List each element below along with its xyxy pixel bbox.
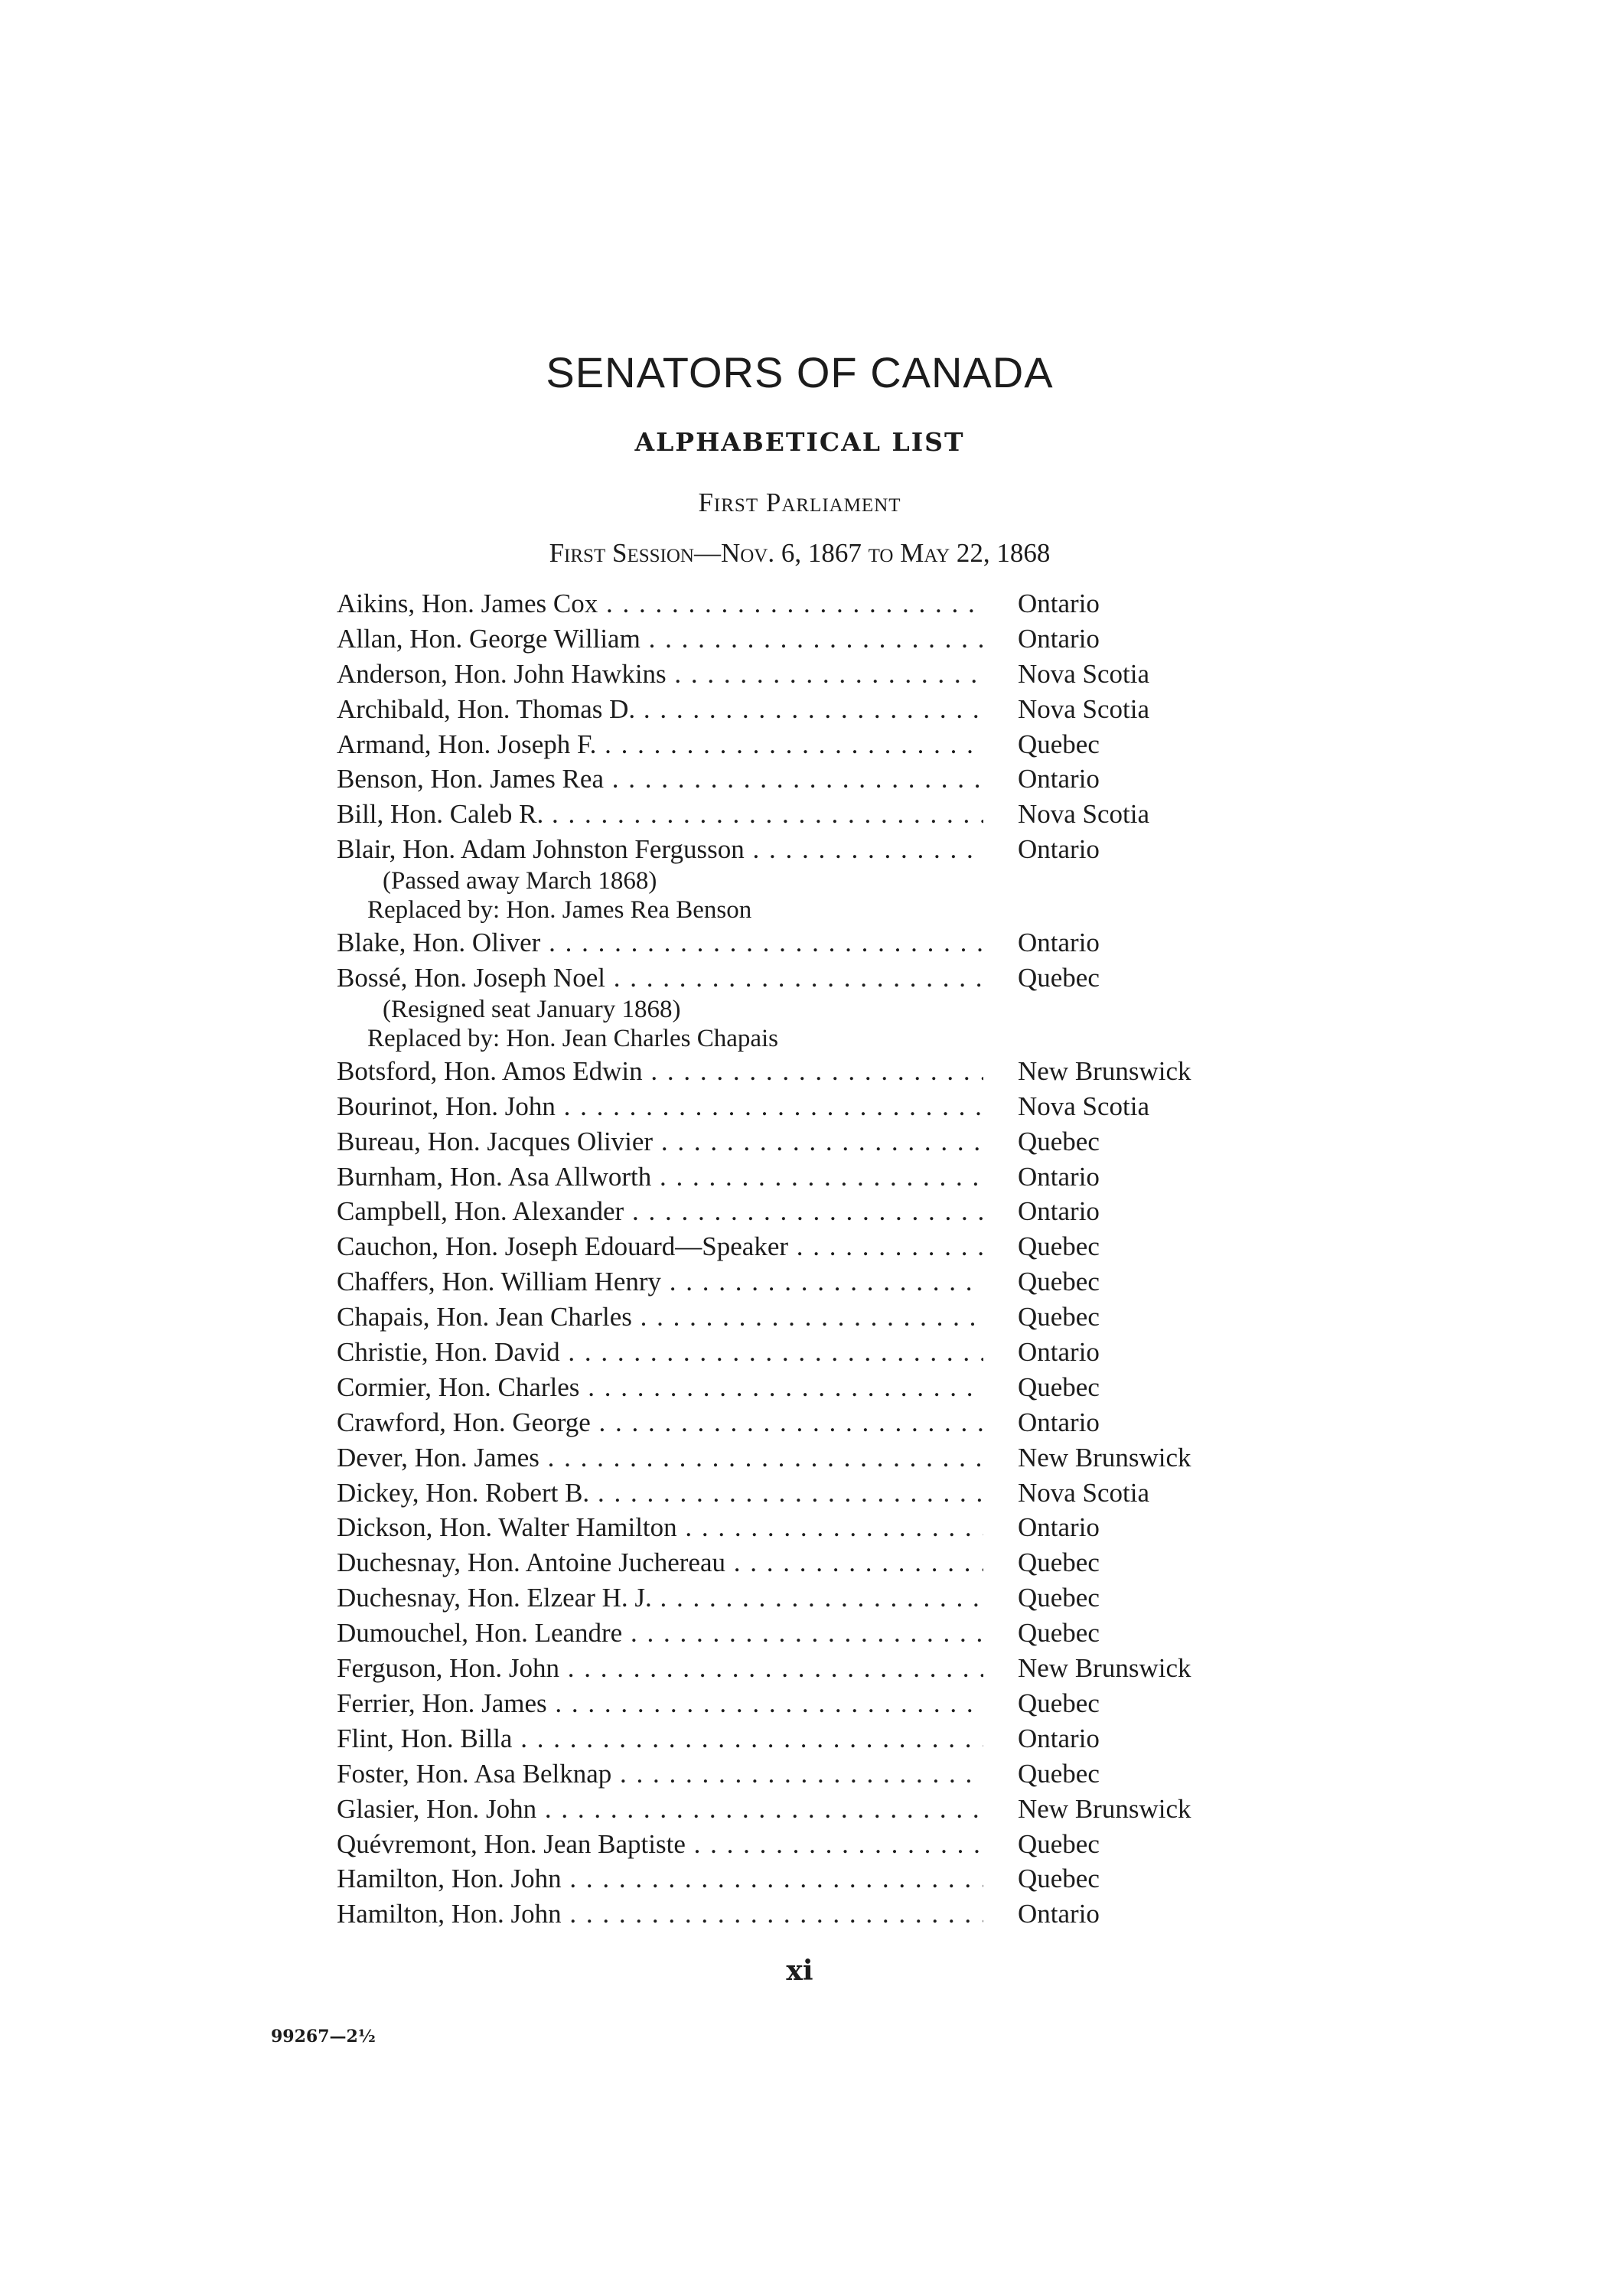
senator-name: Benson, Hon. James Rea . . . bbox=[337, 762, 983, 797]
senator-province: Ontario bbox=[1018, 1723, 1100, 1753]
senator-province: New Brunswick bbox=[1018, 1055, 1191, 1086]
senator-replacement: Replaced by: Hon. James Rea Benson bbox=[367, 896, 752, 925]
senator-name: Blair, Hon. Adam Johnston Fergusson . . . bbox=[337, 832, 983, 867]
senator-entry bbox=[337, 1124, 1309, 1159]
senator-name: Christie, Hon. David . . . bbox=[337, 1335, 983, 1370]
senator-name: Ferguson, Hon. John . . . bbox=[337, 1651, 983, 1686]
senator-entry bbox=[337, 1616, 1309, 1651]
parliament-heading: First Parliament bbox=[698, 488, 901, 517]
senator-entry bbox=[337, 1194, 1309, 1229]
senator-province: Ontario bbox=[1018, 1337, 1100, 1368]
senator-name: Armand, Hon. Joseph F. . . . bbox=[337, 727, 983, 762]
senator-entry bbox=[337, 1861, 1309, 1896]
senator-name: Archibald, Hon. Thomas D. . . . bbox=[337, 692, 983, 727]
senator-province: Ontario bbox=[1018, 928, 1100, 958]
senator-entry bbox=[337, 797, 1309, 832]
senator-name: Bourinot, Hon. John . . . bbox=[337, 1089, 983, 1124]
page-number: xi bbox=[786, 1955, 813, 1987]
senator-entry bbox=[337, 960, 1309, 996]
senator-entry bbox=[337, 1089, 1309, 1124]
senator-province: Quebec bbox=[1018, 1267, 1100, 1297]
print-code: 99267—2½ bbox=[271, 2027, 376, 2047]
senator-name: Bureau, Hon. Jacques Olivier . . . bbox=[337, 1124, 983, 1159]
senator-entry bbox=[337, 727, 1309, 762]
session-heading: First Session—Nov. 6, 1867 to May 22, 1868 bbox=[549, 538, 1051, 568]
senator-entry bbox=[337, 1370, 1309, 1405]
senator-name: Campbell, Hon. Alexander . . . bbox=[337, 1194, 983, 1229]
senator-province: Quebec bbox=[1018, 1583, 1100, 1613]
senator-province: Quebec bbox=[1018, 729, 1100, 759]
senator-province: Ontario bbox=[1018, 1161, 1100, 1192]
senator-entry bbox=[337, 1580, 1309, 1616]
senator-name: Dever, Hon. James . . . bbox=[337, 1440, 983, 1476]
senator-name: Dickey, Hon. Robert B. . . . bbox=[337, 1476, 983, 1511]
senator-province: Quebec bbox=[1018, 963, 1100, 993]
senator-name: Quévremont, Hon. Jean Baptiste . . . bbox=[337, 1827, 983, 1862]
senator-name: Duchesnay, Hon. Elzear H. J. . . . bbox=[337, 1580, 983, 1616]
senator-entry bbox=[337, 1159, 1309, 1195]
senator-name: Chaffers, Hon. William Henry . . . bbox=[337, 1264, 983, 1300]
senator-province: New Brunswick bbox=[1018, 1442, 1191, 1473]
senator-name: Foster, Hon. Asa Belknap . . . bbox=[337, 1756, 983, 1792]
senator-name: Dumouchel, Hon. Leandre . . . bbox=[337, 1616, 983, 1651]
senator-note: (Resigned seat January 1868) bbox=[383, 995, 681, 1023]
senator-entry bbox=[337, 1792, 1309, 1827]
senator-name: Ferrier, Hon. James . . . bbox=[337, 1686, 983, 1721]
senator-entry bbox=[337, 1440, 1309, 1476]
senator-name: Cormier, Hon. Charles . . . bbox=[337, 1370, 983, 1405]
page-title: SENATORS OF CANADA bbox=[546, 348, 1054, 396]
senator-entry bbox=[337, 1300, 1309, 1335]
senator-entry bbox=[337, 1651, 1309, 1686]
senator-name: Chapais, Hon. Jean Charles . . . bbox=[337, 1300, 983, 1335]
senator-entry bbox=[337, 1335, 1309, 1370]
senator-province: Quebec bbox=[1018, 1688, 1100, 1718]
senator-province: Nova Scotia bbox=[1018, 1477, 1150, 1508]
senator-entry bbox=[337, 621, 1309, 657]
senator-name: Aikins, Hon. James Cox . . . bbox=[337, 586, 983, 621]
senator-name: Hamilton, Hon. John . . . bbox=[337, 1861, 983, 1896]
senator-name: Cauchon, Hon. Joseph Edouard—Speaker . . . bbox=[337, 1229, 983, 1264]
senator-province: Quebec bbox=[1018, 1126, 1100, 1156]
senator-entry bbox=[337, 925, 1309, 960]
senator-province: New Brunswick bbox=[1018, 1793, 1191, 1824]
senator-province: Quebec bbox=[1018, 1371, 1100, 1402]
senator-province: Nova Scotia bbox=[1018, 693, 1150, 724]
senator-province: Ontario bbox=[1018, 1899, 1100, 1929]
senator-province: Quebec bbox=[1018, 1302, 1100, 1332]
senator-name: Crawford, Hon. George . . . bbox=[337, 1405, 983, 1440]
senator-province: Quebec bbox=[1018, 1231, 1100, 1262]
senator-entry bbox=[337, 586, 1309, 621]
senator-entry bbox=[337, 1510, 1309, 1545]
senator-note: (Passed away March 1868) bbox=[383, 867, 657, 895]
senator-entry bbox=[337, 762, 1309, 797]
senator-name: Botsford, Hon. Amos Edwin . . . bbox=[337, 1054, 983, 1089]
senator-name: Duchesnay, Hon. Antoine Juchereau . . . bbox=[337, 1545, 983, 1580]
senator-province: Ontario bbox=[1018, 834, 1100, 865]
senator-name: Bill, Hon. Caleb R. . . . bbox=[337, 797, 983, 832]
senator-name: Hamilton, Hon. John . . . bbox=[337, 1896, 983, 1932]
senator-name: Flint, Hon. Billa . . . bbox=[337, 1721, 983, 1756]
senator-province: Quebec bbox=[1018, 1864, 1100, 1894]
senator-province: Ontario bbox=[1018, 1512, 1100, 1543]
senator-entry bbox=[337, 1686, 1309, 1721]
senator-entry bbox=[337, 1264, 1309, 1300]
senator-province: Ontario bbox=[1018, 1407, 1100, 1437]
senator-province: Ontario bbox=[1018, 1196, 1100, 1227]
senator-province: Quebec bbox=[1018, 1758, 1100, 1789]
page-subtitle: ALPHABETICAL LIST bbox=[634, 427, 965, 457]
senator-name: Allan, Hon. George William . . . bbox=[337, 621, 983, 657]
senator-province: Ontario bbox=[1018, 623, 1100, 654]
senator-name: Dickson, Hon. Walter Hamilton . . . bbox=[337, 1510, 983, 1545]
senator-entry bbox=[337, 1756, 1309, 1792]
senator-province: Quebec bbox=[1018, 1828, 1100, 1859]
senator-entry bbox=[337, 1405, 1309, 1440]
senator-province: Quebec bbox=[1018, 1548, 1100, 1578]
senator-entry bbox=[337, 692, 1309, 727]
senator-name: Bossé, Hon. Joseph Noel . . . bbox=[337, 960, 983, 996]
senator-entry bbox=[337, 1545, 1309, 1580]
senator-entry bbox=[337, 832, 1309, 867]
senator-name: Glasier, Hon. John . . . bbox=[337, 1792, 983, 1827]
senator-province: Nova Scotia bbox=[1018, 1091, 1150, 1121]
senator-entry bbox=[337, 1896, 1309, 1932]
senator-entry bbox=[337, 657, 1309, 692]
senator-province: Nova Scotia bbox=[1018, 658, 1150, 689]
senator-entry bbox=[337, 1827, 1309, 1862]
senator-province: Quebec bbox=[1018, 1618, 1100, 1649]
senator-entry bbox=[337, 1054, 1309, 1089]
senator-province: Nova Scotia bbox=[1018, 799, 1150, 830]
senator-province: Ontario bbox=[1018, 589, 1100, 618]
senator-entry bbox=[337, 1721, 1309, 1756]
senator-replacement: Replaced by: Hon. Jean Charles Chapais bbox=[367, 1024, 779, 1052]
senator-entry bbox=[337, 1476, 1309, 1511]
senator-name: Blake, Hon. Oliver . . . bbox=[337, 925, 983, 960]
senator-province: Ontario bbox=[1018, 764, 1100, 794]
senator-province: New Brunswick bbox=[1018, 1653, 1191, 1684]
senator-entry bbox=[337, 1229, 1309, 1264]
senator-name: Anderson, Hon. John Hawkins . . . bbox=[337, 657, 983, 692]
senator-list bbox=[337, 586, 1309, 1932]
senator-name: Burnham, Hon. Asa Allworth . . . bbox=[337, 1159, 983, 1195]
